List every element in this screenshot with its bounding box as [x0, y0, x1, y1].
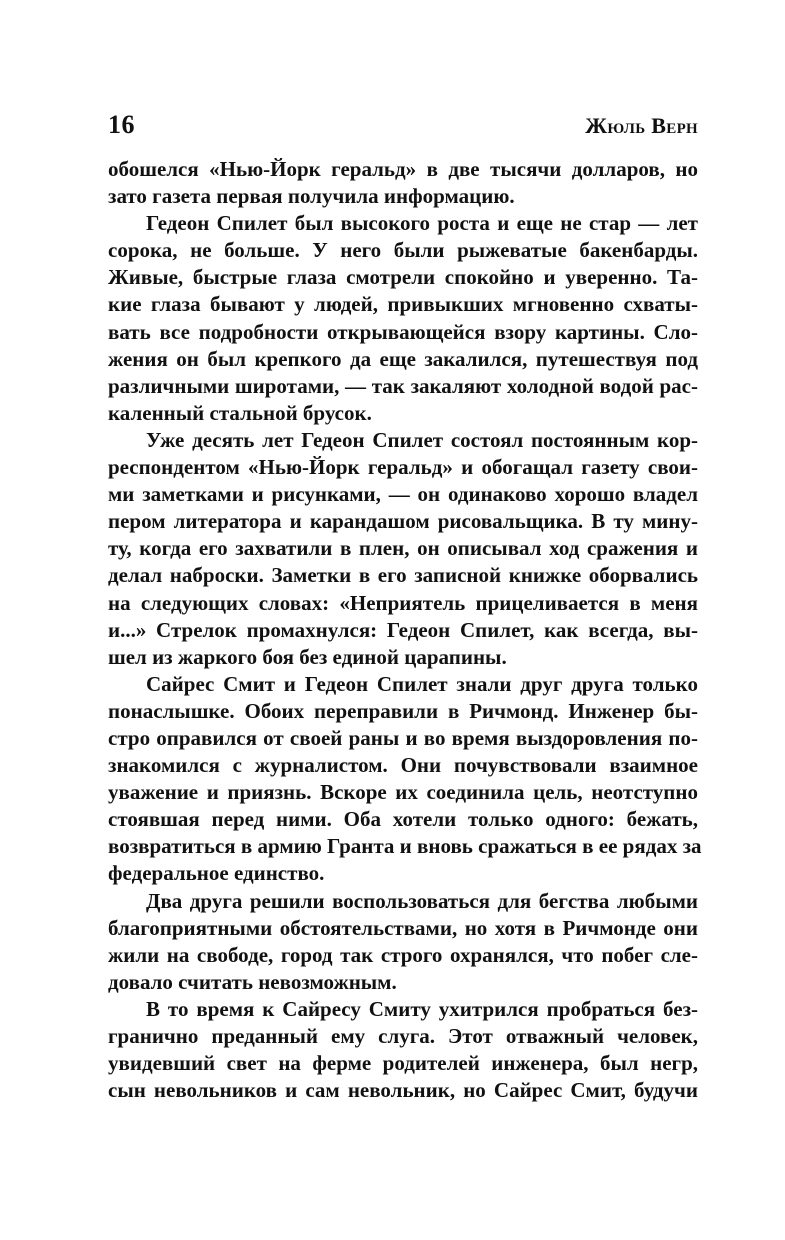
text-line: шел из жаркого боя без единой царапины. — [108, 644, 507, 669]
text-line: и...» Стрелок промахнулся: Гедеон Спилет, как всегда, вы- — [108, 617, 698, 642]
paragraph — [108, 156, 698, 210]
paragraph — [108, 427, 698, 671]
text-line: кие глаза бывают у людей, привыкших мгновенно схваты- — [108, 292, 698, 317]
paragraph — [108, 671, 702, 888]
page-header — [108, 110, 698, 146]
text-line: понаслышке. Обоих переправили в Ричмонд. Инженер бы- — [108, 698, 698, 723]
paragraph — [108, 210, 698, 427]
book-page — [108, 110, 702, 1104]
text-line: сорока, не больше. У него были рыжеватые бакенбарды. — [108, 238, 698, 263]
text-line: каленный стальной брусок. — [108, 400, 372, 425]
text-line: гранично преданный ему слуга. Этот отважный человек, — [108, 1024, 698, 1048]
text-line: Живые, быстрые глаза смотрели спокойно и уверенно. Та- — [108, 265, 698, 290]
text-line: пером литератора и карандашом рисовальщика. В ту мину- — [108, 509, 698, 534]
text-line: обошелся «Нью-Йорк геральд» в две тысячи долларов, но — [108, 157, 698, 181]
text-line: Два друга решили воспользоваться для бегства любыми — [146, 888, 698, 913]
text-line: зато газета первая получила информацию. — [108, 184, 515, 209]
running-head-author: Жюль Верн — [585, 113, 698, 138]
text-line: респондентом «Нью-Йорк геральд» и обогащал газету свои- — [108, 455, 698, 480]
text-line: жения он был крепкого да еще закалился, путешествуя под — [108, 346, 698, 371]
text-line: на следующих словах: «Неприятель прицеливается в меня — [108, 590, 698, 615]
paragraph — [108, 888, 698, 996]
text-line: сын невольников и сам невольник, но Сайрес Смит, будучи — [108, 1078, 698, 1103]
text-line: возвратиться в армию Гранта и вновь сражаться в ее рядах за — [108, 834, 702, 859]
text-line: Гедеон Спилет был высокого роста и еще не стар — лет — [146, 211, 698, 236]
text-line: стоявшая перед ними. Оба хотели только одного: бежать, — [108, 807, 698, 832]
text-line: ту, когда его захватили в плен, он описывал ход сражения и — [108, 536, 698, 561]
text-line: довало считать невозможным. — [108, 969, 397, 994]
text-line: делал наброски. Заметки в его записной книжке оборвались — [108, 563, 698, 588]
page-number: 16 — [108, 110, 135, 139]
text-line: благоприятными обстоятельствами, но хотя в Ричмонде они — [108, 915, 698, 940]
text-line: жили на свободе, город так строго охранялся, что побег сле- — [108, 942, 698, 967]
text-line: федеральное единство. — [108, 861, 325, 886]
text-line: различными широтами, — так закаляют холодной водой рас- — [108, 373, 698, 398]
paragraph — [108, 996, 698, 1104]
text-line: вать все подробности открывающейся взору картины. Сло- — [108, 319, 698, 344]
text-line: увидевший свет на ферме родителей инженера, был негр, — [108, 1051, 698, 1076]
text-line: стро оправился от своей раны и во время выздоровления по- — [108, 725, 698, 750]
text-line: Сайрес Смит и Гедеон Спилет знали друг друга только — [146, 671, 698, 696]
text-line: уважение и приязнь. Вскоре их соединила цель, неотступно — [108, 780, 698, 805]
text-line: знакомился с журналистом. Они почувствовали взаимное — [108, 753, 698, 778]
text-line: Уже десять лет Гедеон Спилет состоял постоянным кор- — [146, 427, 698, 452]
text-line: В то время к Сайресу Смиту ухитрился пробраться без- — [146, 996, 698, 1021]
body-text — [108, 156, 702, 1104]
text-line: ми заметками и рисунками, — он одинаково хорошо владел — [108, 482, 698, 507]
